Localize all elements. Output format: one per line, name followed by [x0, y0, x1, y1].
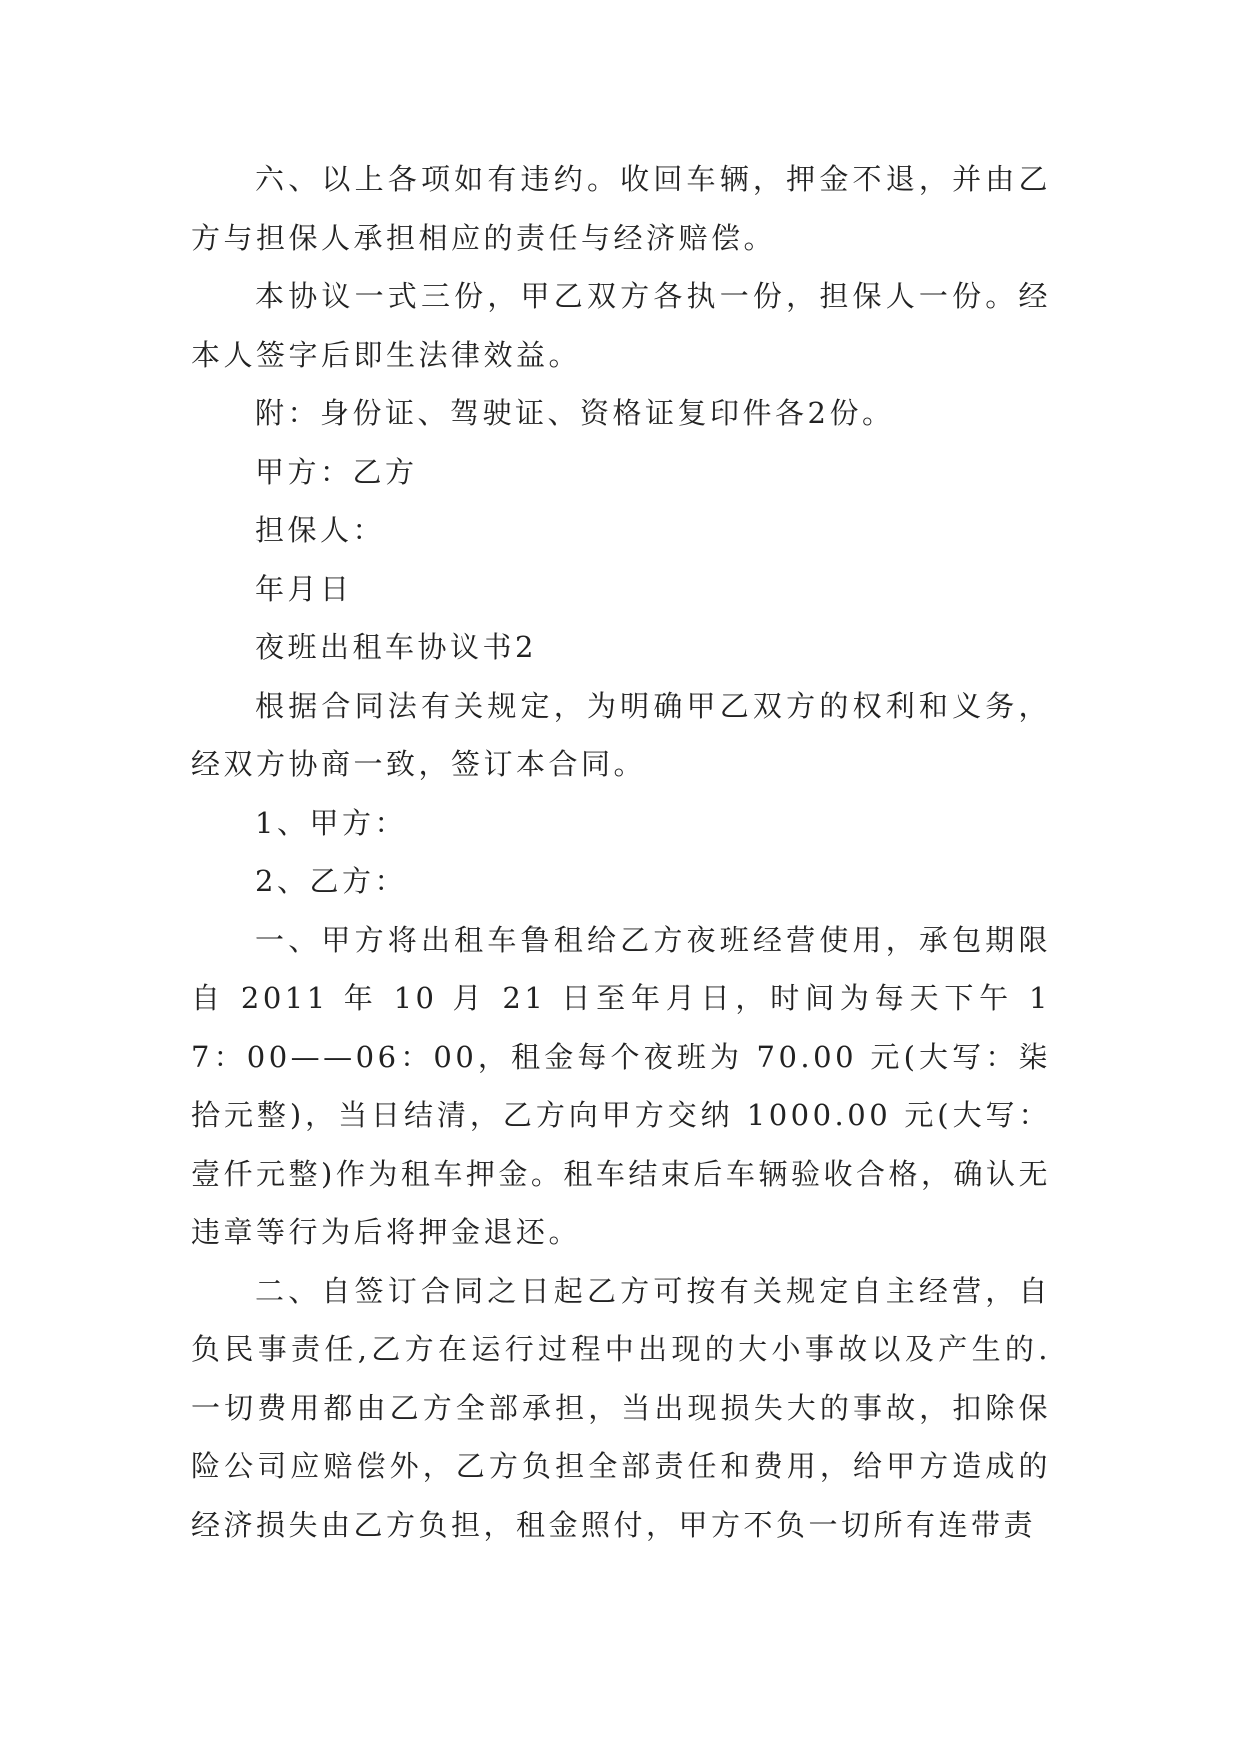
paragraph-copies-clause: 本协议一式三份，甲乙双方各执一份，担保人一份。经本人签字后即生法律效益。 [191, 279, 1051, 372]
document-page [191, 150, 1051, 1554]
clause-one: 一、甲方将出租车鲁租给乙方夜班经营使用，承包期限自 2011 年 10 月 21 日至年月日，时间为每天下午 17：00——06：00，租金每个夜班为 70.00 元(大写：柒拾元整)，当日结清，乙方向甲方交纳 1000.00 元(大写：壹仟元整)作为租车押金。租车结束后车辆验收合格，确认无违章等行为后将押金退还。 [191, 922, 1051, 1249]
paragraph-breach-clause: 六、以上各项如有违约。收回车辆，押金不退，并由乙方与担保人承担相应的责任与经济赔偿。 [191, 162, 1051, 255]
party-b-line: 2、乙方： [255, 864, 407, 898]
signature-date: 年月日 [255, 571, 353, 606]
party-a-line: 1、甲方： [255, 805, 407, 840]
paragraph-preamble: 根据合同法有关规定，为明确甲乙双方的权利和义务，经双方协商一致，签订本合同。 [191, 688, 1051, 781]
signature-guarantor: 担保人： [255, 513, 386, 547]
signature-parties: 甲方：乙方 [255, 454, 418, 489]
clause-two: 二、自签订合同之日起乙方可按有关规定自主经营，自负民事责任,乙方在运行过程中出现的大小事故以及产生的.一切费用都由乙方全部承担，当出现损失大的事故，扣除保险公司应赔偿外，乙方负担全部责任和费用，给甲方造成的经济损失由乙方负担，租金照付，甲方不负一切所有连带责 [191, 1273, 1051, 1542]
paragraph-attachments: 附：身份证、驾驶证、资格证复印件各2份。 [255, 396, 895, 430]
section-title: 夜班出租车协议书2 [255, 630, 537, 664]
